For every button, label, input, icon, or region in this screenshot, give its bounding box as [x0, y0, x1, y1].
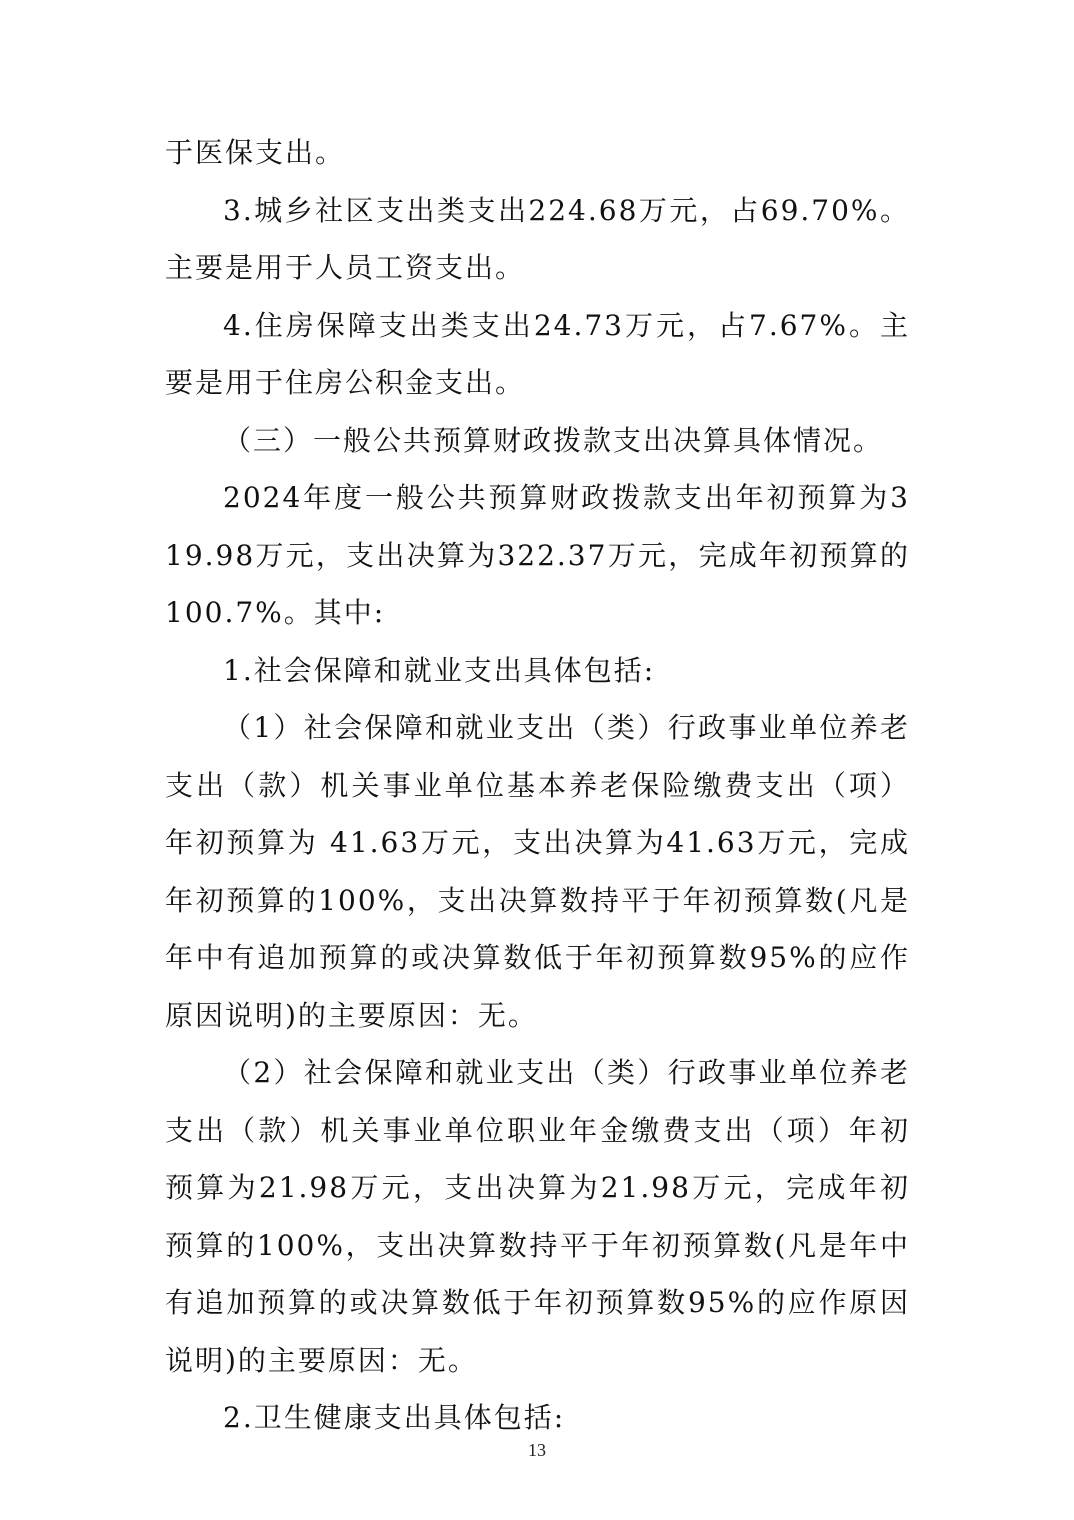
document-body — [165, 124, 910, 1447]
page-number: 13 — [528, 1440, 546, 1460]
paragraph-healthcare-continuation: 于医保支出。 — [165, 136, 346, 169]
section-heading-general-budget: （三）一般公共预算财政拨款支出决算具体情况。 — [223, 423, 884, 457]
paragraph-housing-security: 4.住房保障支出类支出24.73万元，占7.67%。主要是用于住房公积金支出。 — [165, 308, 910, 399]
paragraph-social-security-intro: 1.社会保障和就业支出具体包括: — [223, 653, 656, 687]
paragraph-budget-summary: 2024年度一般公共预算财政拨款支出年初预算为319.98万元，支出决算为322.37万元，完成年初预算的100.7%。其中: — [165, 481, 910, 629]
paragraph-health-intro: 2.卫生健康支出具体包括: — [223, 1401, 566, 1434]
paragraph-basic-pension: （1）社会保障和就业支出（类）行政事业单位养老支出（款）机关事业单位基本养老保险缴费支出（项）年初预算为 41.63万元，支出决算为41.63万元，完成年初预算的100%，支出决算数持平于年初预算数(凡是年中有追加预算的或决算数低于年初预算数95%的应作原因说明)的主要原因：无。 — [165, 711, 910, 1032]
paragraph-urban-rural-community: 3.城乡社区支出类支出224.68万元，占69.70%。主要是用于人员工资支出。 — [165, 193, 910, 284]
paragraph-occupational-annuity: （2）社会保障和就业支出（类）行政事业单位养老支出（款）机关事业单位职业年金缴费支出（项）年初预算为21.98万元，支出决算为21.98万元，完成年初预算的100%，支出决算数持平于年初预算数(凡是年中有追加预算的或决算数低于年初预算数95%的应作原因说明)的主要原因：无。 — [165, 1056, 910, 1377]
